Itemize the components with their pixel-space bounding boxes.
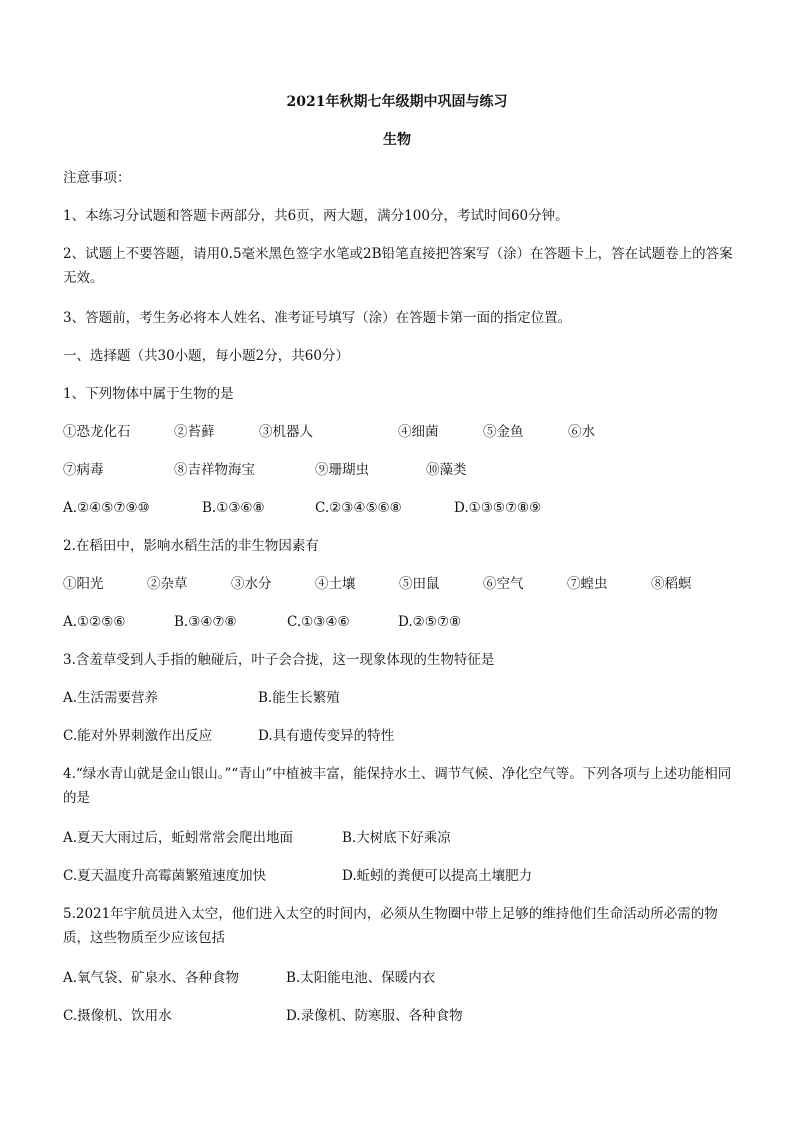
question-5-stem: 5.2021年宇航员进入太空，他们进入太空的时间内，必须从生物圈中带上足够的维持他们生命活动所必需的物质，这些物质至少应该包括 bbox=[63, 906, 718, 946]
q2-choice-a: A.①②⑤⑥ bbox=[63, 614, 126, 630]
q2-item: ⑧稻螟 bbox=[651, 576, 692, 592]
q2-item: ⑥空气 bbox=[483, 576, 524, 592]
q3-choice-c: C.能对外界刺激作出反应 bbox=[63, 728, 213, 744]
question-5-choices-row1 bbox=[63, 966, 743, 990]
q1-item: ⑧吉祥物海宝 bbox=[174, 462, 255, 478]
q2-choice-d: D.②⑤⑦⑧ bbox=[398, 614, 462, 630]
subject-title: 生物 bbox=[383, 132, 411, 148]
question-3-choices-row2 bbox=[63, 724, 743, 748]
question-1-items-row2 bbox=[63, 458, 743, 482]
question-2-choices bbox=[63, 610, 743, 634]
q1-choice-b: B.①③⑥⑧ bbox=[202, 500, 265, 516]
q1-item: ⑥水 bbox=[568, 424, 595, 440]
q2-item: ④土壤 bbox=[315, 576, 356, 592]
notes-heading: 注意事项： bbox=[63, 170, 131, 186]
q3-choice-d: D.具有遗传变异的特性 bbox=[258, 728, 395, 744]
question-2-stem: 2.在稻田中，影响水稻生活的非生物因素有 bbox=[63, 538, 319, 554]
q4-choice-b: B.大树底下好乘凉 bbox=[342, 830, 451, 846]
question-3-choices-row1 bbox=[63, 686, 743, 710]
q1-item: ⑩藻类 bbox=[426, 462, 467, 478]
question-4-choices-row1 bbox=[63, 826, 743, 850]
q1-item: ⑦病毒 bbox=[63, 462, 104, 478]
q5-choice-b: B.太阳能电池、保暖内衣 bbox=[286, 970, 436, 986]
q4-choice-c: C.夏天温度升高霉菌繁殖速度加快 bbox=[63, 868, 267, 884]
q1-item: ④细菌 bbox=[398, 424, 439, 440]
q1-item: ⑨珊瑚虫 bbox=[315, 462, 369, 478]
note-item-3: 3、答题前，考生务必将本人姓名、准考证号填写（涂）在答题卡第一面的指定位置。 bbox=[63, 310, 572, 326]
q5-choice-a: A.氧气袋、矿泉水、各种食物 bbox=[63, 970, 240, 986]
question-1-stem: 1、下列物体中属于生物的是 bbox=[63, 386, 234, 402]
q2-item: ③水分 bbox=[231, 576, 272, 592]
q2-choice-c: C.①③④⑥ bbox=[287, 614, 350, 630]
q4-choice-d: D.蚯蚓的粪便可以提高土壤肥力 bbox=[342, 868, 533, 884]
q2-item: ⑤田鼠 bbox=[399, 576, 440, 592]
note-item-2: 2、试题上不要答题，请用0.5毫米黑色签字水笔或2B铅笔直接把答案写（涂）在答题卡上，答在试题卷上的答案无效。 bbox=[63, 246, 733, 286]
question-4-choices-row2 bbox=[63, 864, 743, 888]
question-2-items bbox=[63, 572, 743, 596]
q1-choice-c: C.②③④⑤⑥⑧ bbox=[315, 500, 402, 516]
q2-item: ⑦蝗虫 bbox=[567, 576, 608, 592]
q1-choice-d: D.①③⑤⑦⑧⑨ bbox=[454, 500, 542, 516]
q1-item: ③机器人 bbox=[259, 424, 313, 440]
note-item-1: 1、本练习分试题和答题卡两部分，共6页，两大题，满分100分，考试时间60分钟。 bbox=[63, 208, 569, 224]
question-5-choices-row2 bbox=[63, 1004, 743, 1028]
q1-item: ①恐龙化石 bbox=[63, 424, 131, 440]
section-heading: 一、选择题（共30小题，每小题2分，共60分） bbox=[63, 348, 349, 364]
question-1-choices bbox=[63, 496, 743, 520]
q4-choice-a: A.夏天大雨过后，蚯蚓常常会爬出地面 bbox=[63, 830, 294, 846]
q1-choice-a: A.②④⑤⑦⑨⑩ bbox=[63, 500, 150, 516]
question-1-items-row1 bbox=[63, 420, 743, 444]
q3-choice-b: B.能生长繁殖 bbox=[258, 690, 340, 706]
q5-choice-c: C.摄像机、饮用水 bbox=[63, 1008, 172, 1024]
q2-item: ①阳光 bbox=[63, 576, 104, 592]
q2-choice-b: B.③④⑦⑧ bbox=[174, 614, 237, 630]
q1-item: ⑤金鱼 bbox=[483, 424, 524, 440]
exam-title: 2021年秋期七年级期中巩固与练习 bbox=[286, 94, 508, 110]
question-3-stem: 3.含羞草受到人手指的触碰后，叶子会合拢，这一现象体现的生物特征是 bbox=[63, 652, 495, 668]
q2-item: ②杂草 bbox=[147, 576, 188, 592]
q1-item: ②苔藓 bbox=[174, 424, 215, 440]
q3-choice-a: A.生活需要营养 bbox=[63, 690, 159, 706]
question-4-stem: 4.“绿水青山就是金山银山。”“青山”中植被丰富，能保持水土、调节气候、净化空气等。下列各项与上述功能相同的是 bbox=[63, 766, 732, 806]
q5-choice-d: D.录像机、防寒服、各种食物 bbox=[286, 1008, 463, 1024]
